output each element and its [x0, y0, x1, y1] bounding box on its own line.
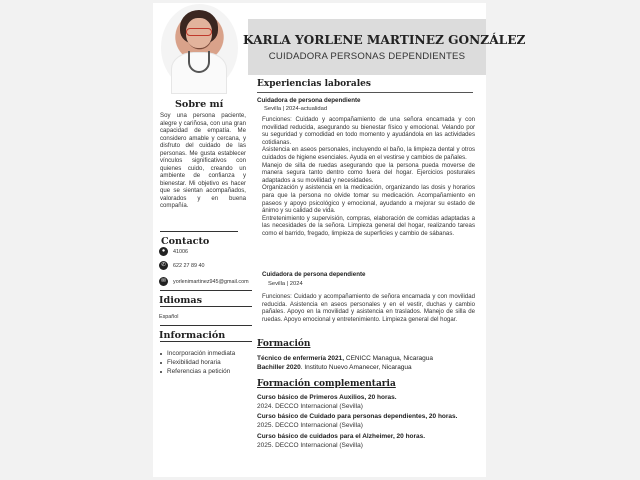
cv-page	[153, 3, 526, 477]
job-paragraph: Funciones: Cuidado y acompañamiento de una señora encamada y con movilidad reducida, asegurando su bienestar físico y emocional. Velando por su seguridad y comodidad en todo momento y ayudándola en las actividades cotidianas.	[262, 116, 475, 146]
job-paragraph: Organización y asistencia en la medicación, organizando las dosis y horarios para que la persona no olvide tomar su medicación. Acompañamiento en paseos y apoyo psicológico y emocional, ayudando a mejorar su estado de ánimo y su calidad de vida.	[262, 184, 475, 215]
header-band	[248, 19, 486, 75]
course-title: Curso básico de Cuidado para personas dependientes, 20 horas.	[257, 413, 458, 420]
job-paragraph: Funciones: Cuidado y acompañamiento de señora encamada y con movilidad reducida. Asistencia en aseos personales y en el vestir, duchas y cambio pañales. Apoyo en la movilidad y asistencia en traslados. Manejo de silla de ruedas. Apoyo emocional y entretenimiento. Limpieza general del hogar.	[262, 293, 475, 323]
list-item: Incorporación inmediata	[160, 349, 235, 358]
person-name: KARLA YORLENE MARTINEZ GONZÁLEZ	[243, 33, 526, 47]
job-description	[262, 293, 475, 323]
contact-heading: Contacto	[161, 236, 210, 247]
job-paragraph: Manejo de silla de ruedas asegurando que la persona pueda moverse de manera segura tanto dentro como fuera del hogar. Ejercicios posturales adaptados a su movilidad y necesidades.	[262, 161, 475, 184]
about-heading: Sobre mí	[175, 99, 224, 110]
education-item: Técnico de enfermería 2021, CENICC Managua, Nicaragua	[257, 355, 433, 362]
job-paragraph: Asistencia en aseos personales, incluyendo el baño, la limpieza dental y otros cuidados de higiene esenciales. Ayuda en el vestirse y cambios de pañales.	[262, 146, 475, 161]
course-meta: 2025. DECCO Internacional (Sevilla)	[257, 422, 363, 429]
training-heading: Formación complementaria	[257, 379, 396, 389]
divider	[160, 306, 252, 307]
contact-phone	[159, 261, 204, 270]
divider	[160, 290, 252, 291]
languages-heading: Idiomas	[159, 295, 203, 306]
email-icon: ✉	[159, 277, 168, 286]
contact-email[interactable]	[159, 277, 249, 286]
job-title: Cuidadora de persona dependiente	[257, 97, 361, 104]
list-item: Referencias a petición	[160, 367, 235, 376]
language-item: Español	[159, 314, 179, 320]
list-item: Flexibilidad horaria	[160, 358, 235, 367]
location-icon: ●	[159, 247, 168, 256]
education-heading: Formación	[257, 339, 311, 349]
contact-phone-value: 622 27 89 40	[173, 262, 205, 269]
info-heading: Información	[159, 330, 226, 341]
job-meta: Sevilla | 2024	[268, 281, 303, 287]
divider	[160, 325, 252, 326]
course-title: Curso básico de Primeros Auxilios, 20 horas.	[257, 394, 397, 401]
course-meta: 2024. DECCO Internacional (Sevilla)	[257, 403, 363, 410]
job-role: CUIDADORA PERSONAS DEPENDIENTES	[268, 51, 466, 62]
job-paragraph: Entretenimiento y supervisión, compras, elaboración de comidas adaptadas a las necesidades de la señora. Limpieza general del hogar, realizando tareas como el barrido, fregado, limpieza de superficies y cambio de sábanas.	[262, 214, 475, 237]
divider	[160, 231, 238, 232]
experience-heading: Experiencias laborales	[257, 79, 371, 89]
divider	[257, 92, 473, 93]
about-text: Soy una persona paciente, alegre y cariñosa, con una gran capacidad de empatía. Me considero amable y cercana, y disfruto del cuidado de las personas. Me gusta establecer vínculos significativos con quienes cuido, creando un ambiente de confianza y bienestar. Mi objetivo es hacer que se sientan acompañados, valorados y en buena compañía.	[160, 112, 246, 209]
job-meta: Sevilla | 2024-actualidad	[264, 106, 328, 112]
info-list	[160, 349, 235, 376]
contact-location	[159, 247, 188, 256]
phone-icon: ✆	[159, 261, 168, 270]
profile-photo	[161, 4, 238, 91]
divider	[160, 341, 252, 342]
education-item: Bachiller 2020. Instituto Nuevo Amanecer, Nicaragua	[257, 364, 412, 371]
course-meta: 2025. DECCO Internacional (Sevilla)	[257, 442, 363, 449]
contact-email-value[interactable]: yorlenimartinez945@gmail.com	[173, 278, 249, 285]
contact-location-value: 41006	[173, 248, 188, 255]
course-title: Curso básico de cuidados para el Alzheimer, 20 horas.	[257, 433, 426, 440]
job-title: Cuidadora de persona dependiente	[262, 271, 366, 278]
job-description	[262, 116, 475, 238]
